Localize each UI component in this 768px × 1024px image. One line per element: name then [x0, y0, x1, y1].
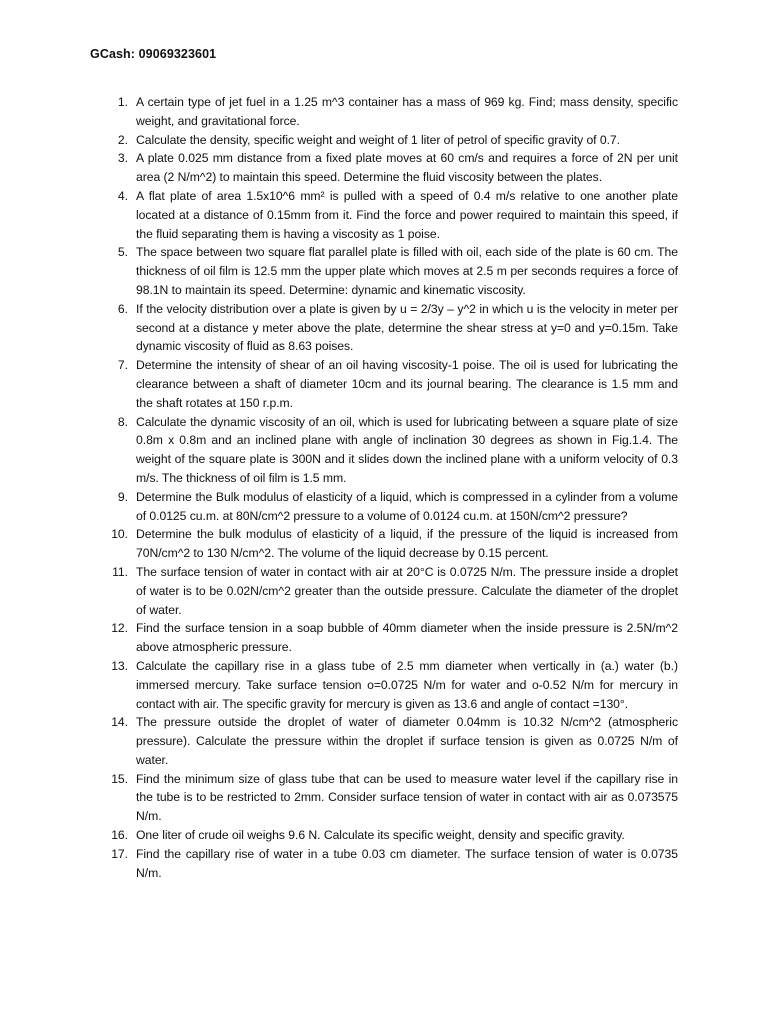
question-item — [100, 488, 678, 526]
question-number: 14. — [111, 715, 128, 730]
question-item — [100, 93, 678, 131]
question-number: 7. — [117, 358, 128, 373]
question-number: 12. — [111, 621, 128, 636]
question-item — [100, 300, 678, 356]
question-number: 3. — [117, 151, 128, 166]
question-item — [100, 619, 678, 657]
question-item — [100, 187, 678, 243]
gcash-header: GCash: 09069323601 — [90, 47, 217, 61]
question-item — [100, 413, 678, 488]
question-item — [100, 243, 678, 299]
question-number: 16. — [111, 828, 128, 843]
question-text: A certain type of jet fuel in a 1.25 m^3 container has a mass of 969 kg. Find; mass density, specific weight, and gravitational force. — [136, 95, 678, 128]
question-text: Determine the Bulk modulus of elasticity of a liquid, which is compressed in a cylinder from a volume of 0.0125 cu.m. at 80N/cm^2 pressure to a volume of 0.0124 cu.m. at 150N/cm^2 pressure? — [136, 489, 678, 523]
question-text: Find the capillary rise of water in a tube 0.03 cm diameter. The surface tension of water is 0.0735 N/m. — [136, 846, 678, 880]
question-item — [100, 356, 678, 412]
question-number: 4. — [117, 188, 128, 203]
question-item — [100, 149, 678, 187]
question-number: 17. — [111, 846, 128, 861]
question-item — [100, 845, 678, 883]
question-number: 10. — [111, 527, 128, 542]
question-number: 11. — [112, 564, 128, 579]
question-item — [100, 826, 678, 845]
question-text: Calculate the capillary rise in a glass tube of 2.5 mm diameter when vertically in (a.) water (b.) immersed mercury. Take surface tension o=0.0725 N/m for water and o-0.52 N/m for mercury in contact with air. The specific gravity for mercury is given as 13.6 and angle of contact =130°. — [136, 658, 678, 711]
question-number: 9. — [117, 489, 128, 504]
question-text: One liter of crude oil weighs 9.6 N. Calculate its specific weight, density and specific gravity. — [136, 828, 625, 843]
question-text: Calculate the density, specific weight and weight of 1 liter of petrol of specific gravity of 0.7. — [136, 132, 620, 147]
question-number: 2. — [117, 132, 128, 147]
question-list — [100, 93, 678, 882]
question-text: The pressure outside the droplet of water of diameter 0.04mm is 10.32 N/cm^2 (atmospheric pressure). Calculate the pressure within the droplet if surface tension is given as 0.0725 N/m of water. — [136, 715, 678, 767]
question-text: A flat plate of area 1.5x10^6 mm² is pulled with a speed of 0.4 m/s relative to one another plate located at a distance of 0.15mm from it. Find the force and power required to maintain this speed, if the fluid separating them is having a viscosity as 1 poise. — [136, 188, 678, 241]
question-item — [100, 713, 678, 769]
question-number: 5. — [117, 245, 128, 260]
question-text: If the velocity distribution over a plate is given by u = 2/3y – y^2 in which u is the velocity in meter per second at a distance y meter above the plate, determine the shear stress at y=0 and y=0.15m. Take dynamic viscosity of fluid as 8.63 poises. — [136, 301, 678, 354]
question-number: 8. — [117, 414, 128, 429]
question-number: 1. — [117, 95, 128, 109]
question-text: The surface tension of water in contact with air at 20°C is 0.0725 N/m. The pressure inside a droplet of water is to be 0.02N/cm^2 greater than the outside pressure. Calculate the diameter of the droplet of water. — [136, 564, 678, 617]
question-item — [100, 657, 678, 713]
question-number: 15. — [111, 771, 128, 786]
question-text: Find the surface tension in a soap bubble of 40mm diameter when the inside pressure is 2.5N/m^2 above atmospheric pressure. — [136, 621, 678, 655]
question-text: Determine the intensity of shear of an oil having viscosity-1 poise. The oil is used for lubricating the clearance between a shaft of diameter 10cm and its journal bearing. The clearance is 1.5 mm and the shaft rotates at 150 r.p.m. — [136, 358, 678, 410]
question-number: 13. — [111, 658, 128, 673]
question-text: Determine the bulk modulus of elasticity of a liquid, if the pressure of the liquid is increased from 70N/cm^2 to 130 N/cm^2. The volume of the liquid decrease by 0.15 percent. — [136, 527, 678, 561]
question-item — [100, 131, 678, 150]
question-text: A plate 0.025 mm distance from a fixed plate moves at 60 cm/s and requires a force of 2N per unit area (2 N/m^2) to maintain this speed. Determine the fluid viscosity between the plates. — [136, 151, 678, 185]
question-item — [100, 770, 678, 826]
question-text: Find the minimum size of glass tube that can be used to measure water level if the capillary rise in the tube is to be restricted to 2mm. Consider surface tension of water in contact with air as 0.073575 N/m. — [136, 771, 678, 824]
question-number: 6. — [117, 301, 128, 316]
question-text: The space between two square flat parallel plate is filled with oil, each side of the plate is 60 cm. The thickness of oil film is 12.5 mm the upper plate which moves at 2.5 m per seconds requires a force of 98.1N to maintain its speed. Determine: dynamic and kinematic viscosity. — [136, 245, 678, 297]
question-item — [100, 563, 678, 619]
question-text: Calculate the dynamic viscosity of an oil, which is used for lubricating between a square plate of size 0.8m x 0.8m and an inclined plane with angle of inclination 30 degrees as shown in Fig.1.4. The weight of the square plate is 300N and it slides down the inclined plane with a uniform velocity of 0.3 m/s. The thickness of oil film is 1.5 mm. — [136, 414, 678, 485]
question-item — [100, 525, 678, 563]
